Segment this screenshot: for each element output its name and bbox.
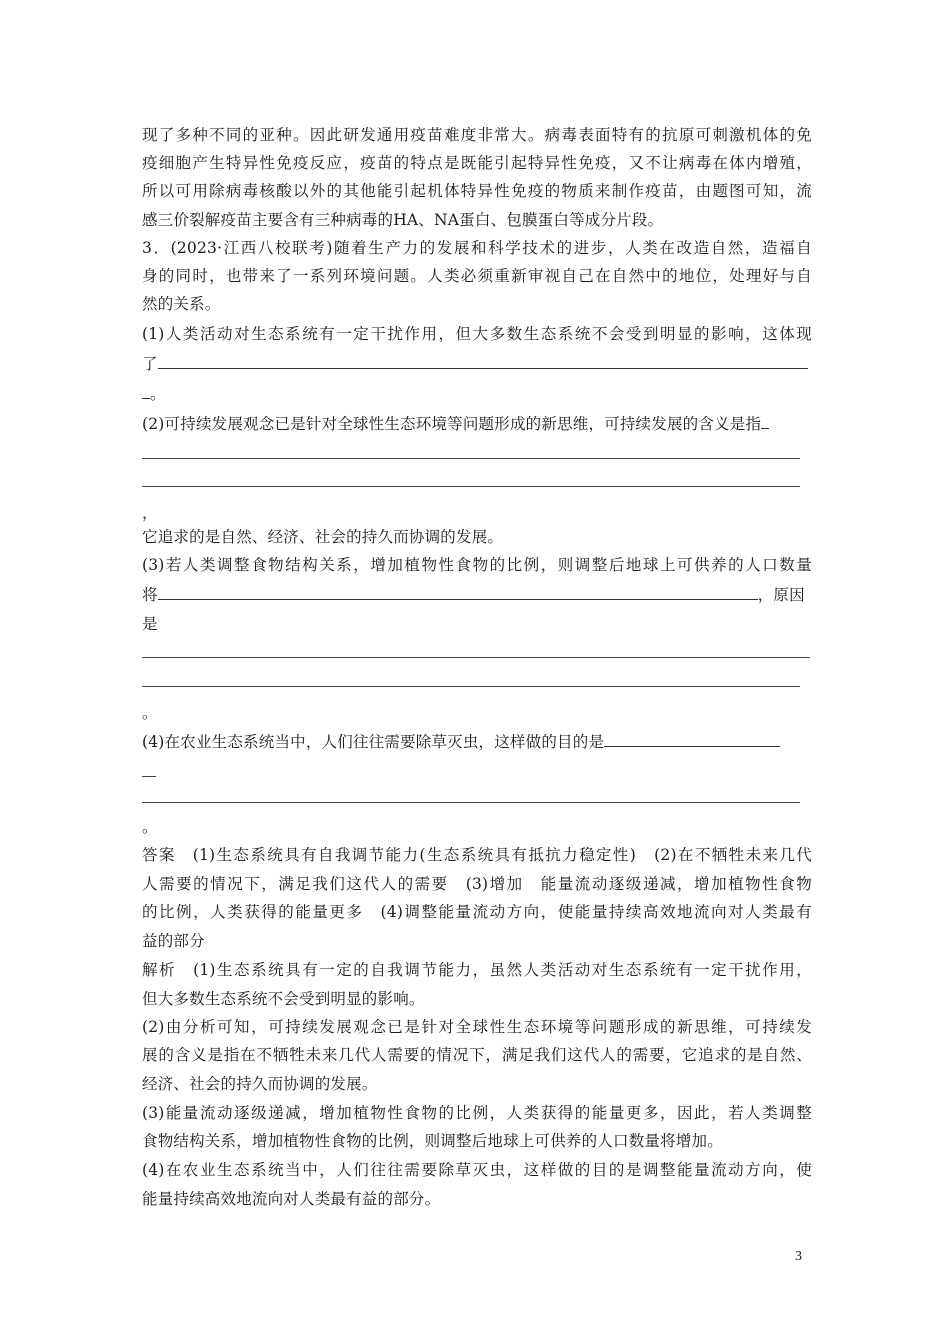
- analysis-line: 经济、社会的持久而协调的发展。: [142, 1075, 378, 1093]
- answer-line: 人需要的情况下，满足我们这代人的需要 (3)增加 能量流动逐级递减，增加植物性食物: [142, 875, 812, 893]
- q1-prefix-text: 了: [142, 355, 158, 373]
- answer-line: 答案 (1)生态系统具有自我调节能力(生态系统具有抵抗力稳定性) (2)在不牺牲未来几代: [142, 846, 812, 864]
- q2-text-content: (2)可持续发展观念已是针对全球性生态环境等问题形成的新思维，可持续发展的含义是指: [142, 415, 762, 433]
- q1-text: (1)人类活动对生态系统有一定干扰作用，但大多数生态系统不会受到明显的影响，这体现: [142, 325, 812, 343]
- q4-answer-line[interactable]: [142, 802, 800, 803]
- question-stem-line: 3．(2023·江西八校联考)随着生产力的发展和科学技术的进步，人类在改造自然，造福自: [142, 239, 812, 257]
- intro-line: 所以可用除病毒核酸以外的其他能引起机体特异性免疫的物质来制作疫苗，由题图可知，流: [142, 182, 812, 200]
- analysis-line: 食物结构关系，增加植物性食物的比例，则调整后地球上可供养的人口数量将增加。: [142, 1132, 723, 1150]
- q4-end: 。: [142, 818, 158, 836]
- q1-end: [142, 384, 812, 404]
- q4-answer-line-short[interactable]: [142, 776, 156, 777]
- answer-line: 的比例，人类获得的能量更多 (4)调整能量流动方向，使能量持续高效地流向对人类最有: [142, 903, 812, 921]
- analysis-line: 解析 (1)生态系统具有一定的自我调节能力，虽然人类活动对生态系统有一定干扰作用，: [142, 961, 812, 979]
- question-stem-line: 身的同时，也带来了一系列环境问题。人类必须重新审视自己在自然中的地位，处理好与自: [142, 267, 812, 285]
- analysis-line: 能量持续高效地流向对人类最有益的部分。: [142, 1190, 441, 1208]
- analysis-line: 展的含义是指在不牺牲未来几代人需要的情况下，满足我们这代人的需要，它追求的是自然、: [142, 1046, 812, 1064]
- intro-line: 疫细胞产生特异性免疫反应，疫苗的特点是既能引起特异性免疫，又不让病毒在体内增殖，: [142, 154, 812, 172]
- q2-text: [142, 414, 812, 434]
- analysis-line: (2)由分析可知，可持续发展观念已是针对全球性生态环境等问题形成的新思维，可持续发: [142, 1018, 812, 1036]
- q1-end-text: 。: [150, 385, 166, 403]
- q4-text-content: (4)在农业生态系统当中，人们往往需要除草灭虫，这样做的目的是: [142, 733, 605, 751]
- q4-text: [142, 732, 812, 752]
- q1-answer-blank[interactable]: [158, 354, 808, 369]
- q2-answer-line[interactable]: [142, 458, 800, 459]
- analysis-line: 但大多数生态系统不会受到明显的影响。: [142, 990, 425, 1008]
- q3-reason-line[interactable]: [142, 657, 810, 658]
- q3-reason-text: ，原因: [757, 586, 805, 604]
- q3-answer-blank[interactable]: [158, 585, 758, 600]
- q4-answer-blank[interactable]: [604, 732, 780, 747]
- question-stem-line: 然的关系。: [142, 295, 221, 313]
- q3-prefix-text: 将: [142, 586, 158, 604]
- q3-reason-line[interactable]: [142, 686, 800, 687]
- q2-comma: ，: [142, 504, 158, 522]
- q1-answer-blank-cont[interactable]: [142, 384, 150, 399]
- q3-prefix: [142, 585, 812, 605]
- intro-line: 现了多种不同的亚种。因此研发通用疫苗难度非常大。病毒表面特有的抗原可刺激机体的免: [142, 126, 812, 144]
- intro-line: 感三价裂解疫苗主要含有三种病毒的HA、NA蛋白、包膜蛋白等成分片段。: [142, 211, 664, 229]
- q2-tail: 它追求的是自然、经济、社会的持久而协调的发展。: [142, 528, 504, 546]
- q3-is: 是: [142, 615, 158, 633]
- page-number: 3: [795, 1249, 802, 1264]
- answer-line: 益的部分: [142, 932, 205, 950]
- q3-end: 。: [142, 704, 158, 722]
- analysis-line: (3)能量流动逐级递减，增加植物性食物的比例，人类获得的能量更多，因此，若人类调整: [142, 1104, 812, 1122]
- q2-answer-line[interactable]: [142, 486, 800, 487]
- q1-prefix: [142, 354, 812, 374]
- q2-answer-blank-start[interactable]: [761, 414, 769, 429]
- q3-text: (3)若人类调整食物结构关系，增加植物性食物的比例，则调整后地球上可供养的人口数量: [142, 556, 812, 574]
- analysis-line: (4)在农业生态系统当中，人们往往需要除草灭虫，这样做的目的是调整能量流动方向，使: [142, 1161, 812, 1179]
